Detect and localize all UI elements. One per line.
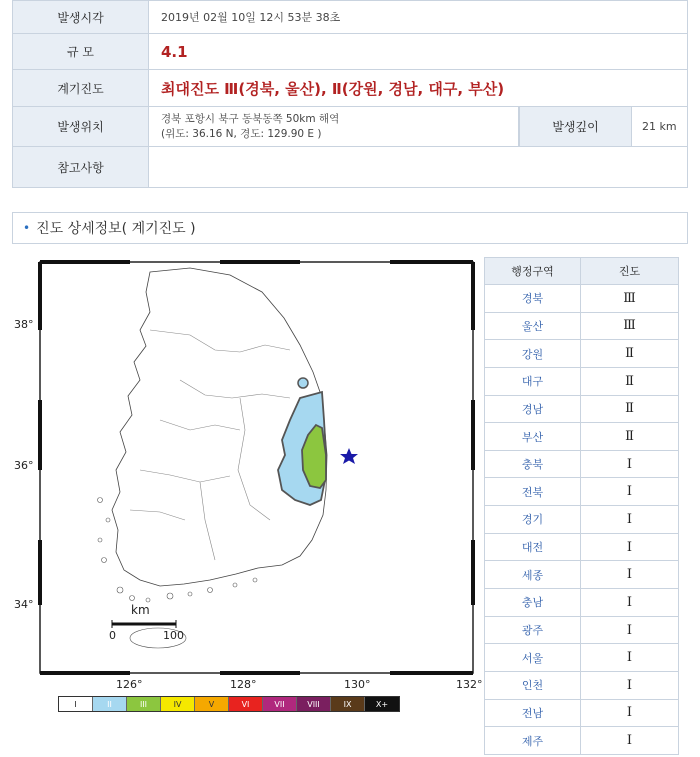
scale-end: 100 bbox=[163, 629, 184, 642]
legend-swatch: X+ bbox=[365, 697, 399, 711]
legend-swatch: VI bbox=[229, 697, 263, 711]
legend-swatch: IV bbox=[161, 697, 195, 711]
table-row bbox=[485, 589, 679, 617]
region-name: 대구 bbox=[485, 368, 581, 395]
intensity-label: 계기진도 bbox=[13, 70, 149, 106]
region-intensity: Ⅰ bbox=[581, 672, 679, 699]
location-line2: (위도: 36.16 N, 경도: 129.90 E ) bbox=[161, 127, 322, 140]
table-row bbox=[485, 506, 679, 534]
magnitude-label: 규 모 bbox=[13, 34, 149, 69]
location-label: 발생위치 bbox=[13, 107, 149, 146]
intensity-value: 최대진도 Ⅲ(경북, 울산), Ⅱ(강원, 경남, 대구, 부산) bbox=[149, 70, 688, 106]
region-intensity: Ⅱ bbox=[581, 368, 679, 395]
table-row bbox=[485, 396, 679, 424]
region-name: 광주 bbox=[485, 617, 581, 644]
legend-swatch: III bbox=[127, 697, 161, 711]
table-row bbox=[485, 561, 679, 589]
scale-start: 0 bbox=[109, 629, 116, 642]
table-row bbox=[485, 285, 679, 313]
lon-label-128: 128° bbox=[230, 678, 257, 691]
depth-value: 21 km bbox=[632, 107, 688, 146]
table-row bbox=[485, 423, 679, 451]
header-intensity: 진도 bbox=[581, 258, 679, 284]
region-intensity: Ⅱ bbox=[581, 423, 679, 450]
region-intensity: Ⅰ bbox=[581, 478, 679, 505]
region-intensity: Ⅰ bbox=[581, 644, 679, 671]
table-row bbox=[485, 340, 679, 368]
region-name: 부산 bbox=[485, 423, 581, 450]
table-row bbox=[485, 672, 679, 700]
table-row bbox=[485, 644, 679, 672]
table-row bbox=[485, 451, 679, 479]
region-name: 세종 bbox=[485, 561, 581, 588]
bullet-icon: • bbox=[23, 221, 31, 235]
table-row bbox=[485, 368, 679, 396]
table-row bbox=[485, 534, 679, 562]
region-intensity: Ⅰ bbox=[581, 451, 679, 478]
region-name: 경북 bbox=[485, 285, 581, 312]
region-intensity: Ⅰ bbox=[581, 727, 679, 754]
ulleung-marker bbox=[298, 378, 308, 388]
lon-label-126: 126° bbox=[116, 678, 143, 691]
location-line1: 경북 포항시 북구 동북동쪽 50km 해역 bbox=[161, 112, 340, 125]
table-row bbox=[485, 313, 679, 341]
lat-label-34: 34° bbox=[14, 598, 34, 611]
legend-swatch: I bbox=[59, 697, 93, 711]
magnitude-value: 4.1 bbox=[149, 34, 688, 69]
region-name: 인천 bbox=[485, 672, 581, 699]
region-intensity: Ⅰ bbox=[581, 506, 679, 533]
region-name: 울산 bbox=[485, 313, 581, 340]
region-name: 경기 bbox=[485, 506, 581, 533]
region-intensity: Ⅰ bbox=[581, 561, 679, 588]
table-row bbox=[485, 700, 679, 728]
section-title: 진도 상세정보( 계기진도 ) bbox=[36, 221, 196, 237]
lon-label-130: 130° bbox=[344, 678, 371, 691]
lat-label-38: 38° bbox=[14, 318, 34, 331]
table-row bbox=[485, 617, 679, 645]
region-intensity: Ⅰ bbox=[581, 534, 679, 561]
lat-label-36: 36° bbox=[14, 459, 34, 472]
region-intensity: Ⅱ bbox=[581, 396, 679, 423]
depth-label: 발생깊이 bbox=[519, 107, 632, 146]
region-name: 경남 bbox=[485, 396, 581, 423]
region-intensity: Ⅰ bbox=[581, 589, 679, 616]
legend-swatch: VIII bbox=[297, 697, 331, 711]
region-name: 서울 bbox=[485, 644, 581, 671]
table-row bbox=[485, 478, 679, 506]
region-table-header bbox=[485, 258, 679, 285]
legend-swatch: II bbox=[93, 697, 127, 711]
region-name: 충북 bbox=[485, 451, 581, 478]
legend-swatch: IX bbox=[331, 697, 365, 711]
region-name: 충남 bbox=[485, 589, 581, 616]
header-region: 행정구역 bbox=[485, 258, 581, 284]
time-value: 2019년 02월 10일 12시 53분 38초 bbox=[149, 1, 688, 33]
intensity-legend bbox=[58, 696, 400, 712]
region-name: 제주 bbox=[485, 727, 581, 754]
scale-unit: km bbox=[131, 603, 150, 617]
region-intensity: Ⅰ bbox=[581, 617, 679, 644]
region-name: 전북 bbox=[485, 478, 581, 505]
legend-swatch: VII bbox=[263, 697, 297, 711]
region-intensity: Ⅲ bbox=[581, 285, 679, 312]
legend-swatch: V bbox=[195, 697, 229, 711]
note-label: 참고사항 bbox=[13, 147, 149, 187]
time-label: 발생시각 bbox=[13, 1, 149, 33]
region-intensity: Ⅰ bbox=[581, 700, 679, 727]
lon-label-132: 132° bbox=[456, 678, 483, 691]
region-intensity: Ⅲ bbox=[581, 313, 679, 340]
region-intensity: Ⅱ bbox=[581, 340, 679, 367]
region-intensity-table bbox=[484, 257, 679, 755]
table-row bbox=[485, 727, 679, 755]
region-name: 전남 bbox=[485, 700, 581, 727]
region-name: 강원 bbox=[485, 340, 581, 367]
region-name: 대전 bbox=[485, 534, 581, 561]
